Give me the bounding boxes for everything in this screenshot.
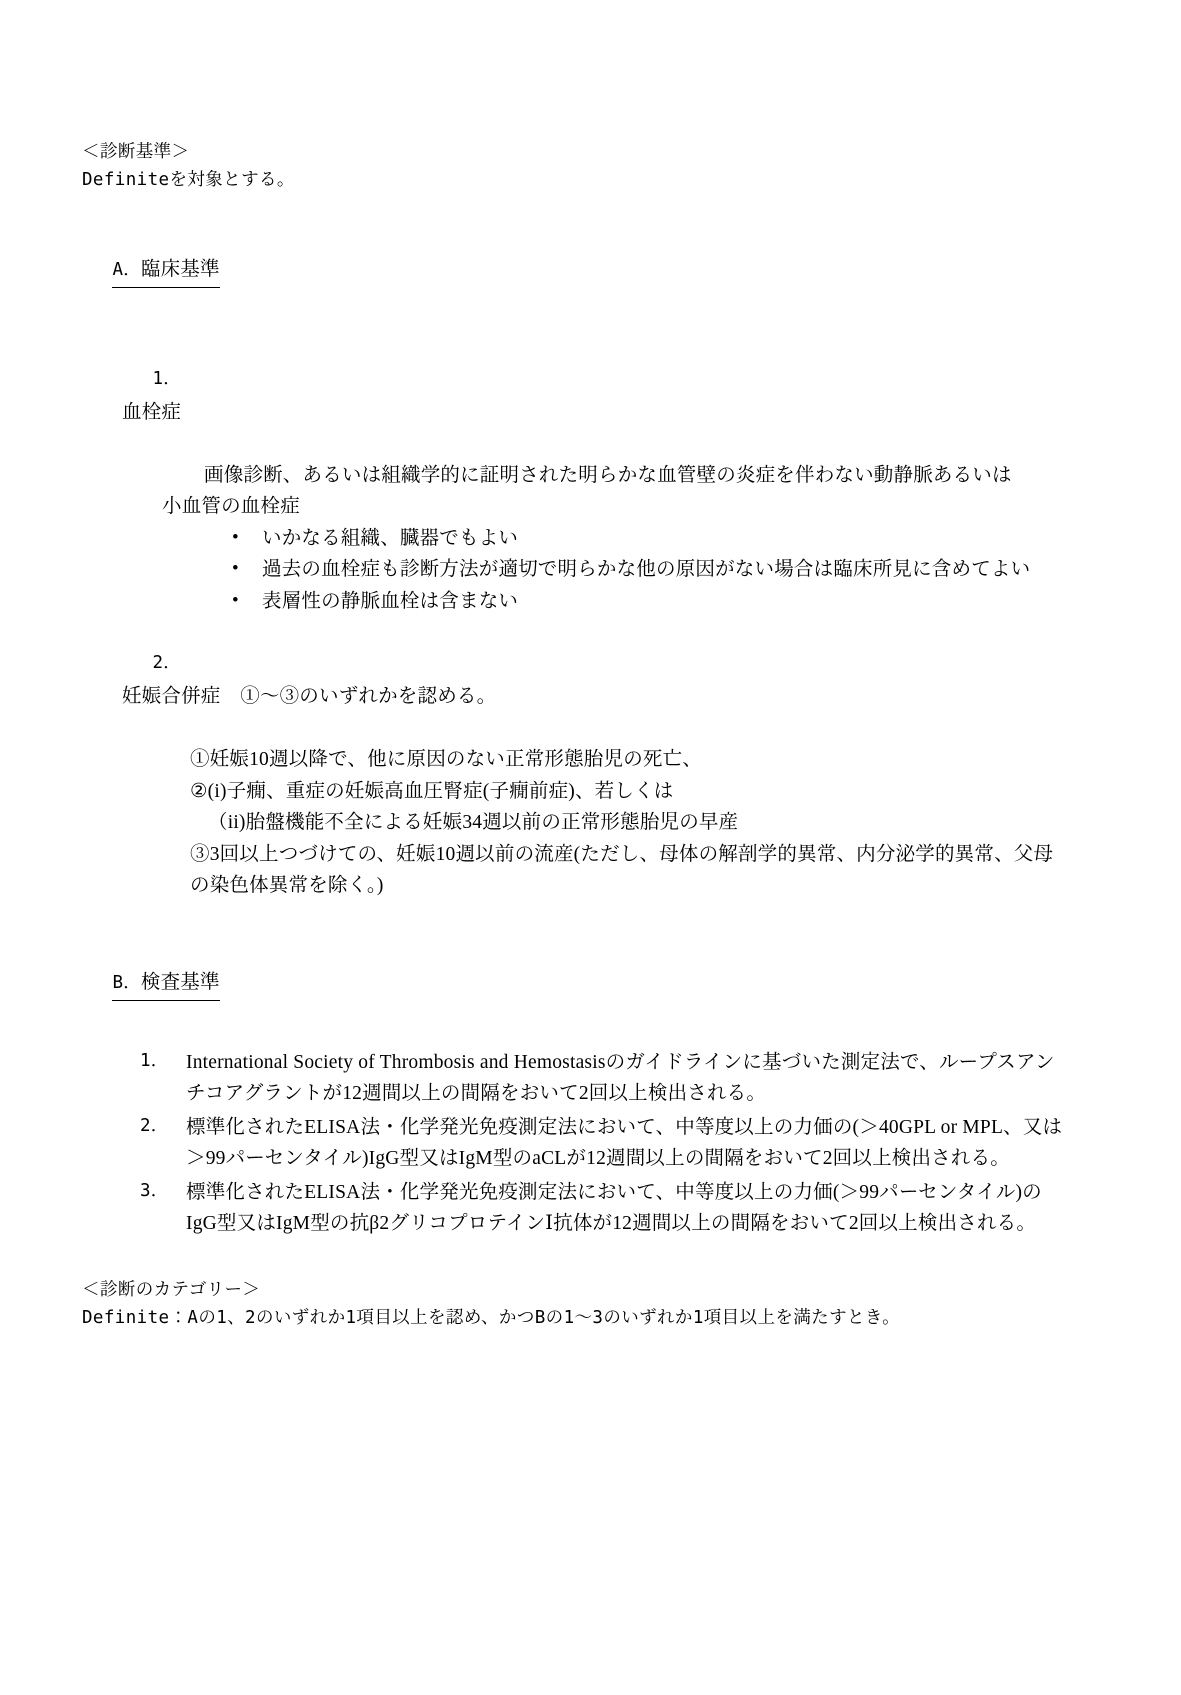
list-item xyxy=(140,1112,1071,1175)
spacer xyxy=(82,195,1071,223)
spacer xyxy=(82,1033,1071,1047)
section-b-item1-text: International Society of Thrombosis and Hemostasisのガイドラインに基づいた測定法で、ループスアンチコアグラントが12週間以上の間隔をおいて2回以上検出される。 xyxy=(186,1051,1055,1105)
list-item xyxy=(140,1177,1071,1240)
list-item: • 過去の血栓症も診断方法が適切で明らかな他の原因がない場合は臨床所見に含めてよい xyxy=(204,554,1071,586)
category-heading: ＜診断のカテゴリー＞ xyxy=(82,1280,261,1301)
section-a-item2-heading xyxy=(82,618,1071,744)
category-definite-line: Definite：Aの1、2のいずれか1項目以上を認め、かつBの1〜3のいずれか1項目以上を満たすとき。 xyxy=(82,1308,900,1329)
section-b-title: 検査基準 xyxy=(140,972,220,994)
section-a-item2-circle-3: ③3回以上つづけての、妊娠10週以前の流産(ただし、母体の解剖学的異常、内分泌学的異常、父母の染色体異常を除く。) xyxy=(190,843,1054,897)
section-a-item1-heading xyxy=(82,333,1071,459)
section-a-item1-bullet-list xyxy=(82,523,1071,618)
section-a-heading xyxy=(82,223,1071,320)
section-a-item2-circle-1: ①妊娠10週以降で、他に原因のない正常形態胎児の死亡、 xyxy=(190,748,703,770)
section-b-item2-number: 2． xyxy=(140,1115,169,1136)
section-a-item2-title: 妊娠合併症 ①〜③のいずれかを認める。 xyxy=(122,685,497,707)
section-b-item-list xyxy=(82,1047,1071,1240)
spacer xyxy=(82,1242,1071,1276)
section-a-heading-text xyxy=(112,254,219,288)
spacer xyxy=(82,319,1071,333)
section-b-item2-text: 標準化されたELISA法・化学発光免疫測定法において、中等度以上の力価の(＞40GPL or MPL、又は＞99パーセンタイル)IgG型又はIgM型のaCLが12週間以上の間隔をおいて2回以上検出される。 xyxy=(186,1116,1063,1170)
spacer xyxy=(82,902,1071,936)
section-b-heading-text xyxy=(112,967,219,1001)
section-a-item2-circle-2b: （ii)胎盤機能不全による妊娠34週以前の正常形態胎児の早産 xyxy=(208,812,739,834)
section-a-item1-desc-line1: 画像診断、あるいは組織学的に証明された明らかな血管壁の炎症を伴わない動静脈あるいは xyxy=(204,464,1012,486)
list-item: • 表層性の静脈血栓は含まない xyxy=(204,586,1071,618)
section-a-item1-number: 1． xyxy=(152,369,181,389)
section-b-heading xyxy=(82,936,1071,1033)
document-body xyxy=(82,138,1071,1333)
section-b-item3-text: 標準化されたELISA法・化学発光免疫測定法において、中等度以上の力価(＞99パーセンタイル)のIgG型又はIgM型の抗β2グリコプロテインⅠ抗体が12週間以上の間隔をおいて2回以上検出される。 xyxy=(186,1181,1042,1235)
section-a-item1-title: 血栓症 xyxy=(122,401,182,423)
section-a-item1-desc-line2: 小血管の血栓症 xyxy=(162,496,300,518)
section-a-item2-number: 2． xyxy=(152,653,181,674)
list-item xyxy=(140,1047,1071,1110)
diagnostic-criteria-heading: ＜診断基準＞ xyxy=(82,142,190,162)
section-b-label: B． xyxy=(112,973,141,994)
definite-target-line: Definiteを対象とする。 xyxy=(82,170,295,191)
list-item: • いかなる組織、臓器でもよい xyxy=(204,523,1071,555)
section-b-item3-number: 3． xyxy=(140,1180,169,1201)
section-a-label: A． xyxy=(112,260,141,281)
section-b-item1-number: 1． xyxy=(140,1050,169,1071)
section-a-title: 臨床基準 xyxy=(140,259,220,281)
section-a-item2-circle-2: ②(i)子癇、重症の妊娠高血圧腎症(子癇前症)、若しくは xyxy=(190,780,674,802)
